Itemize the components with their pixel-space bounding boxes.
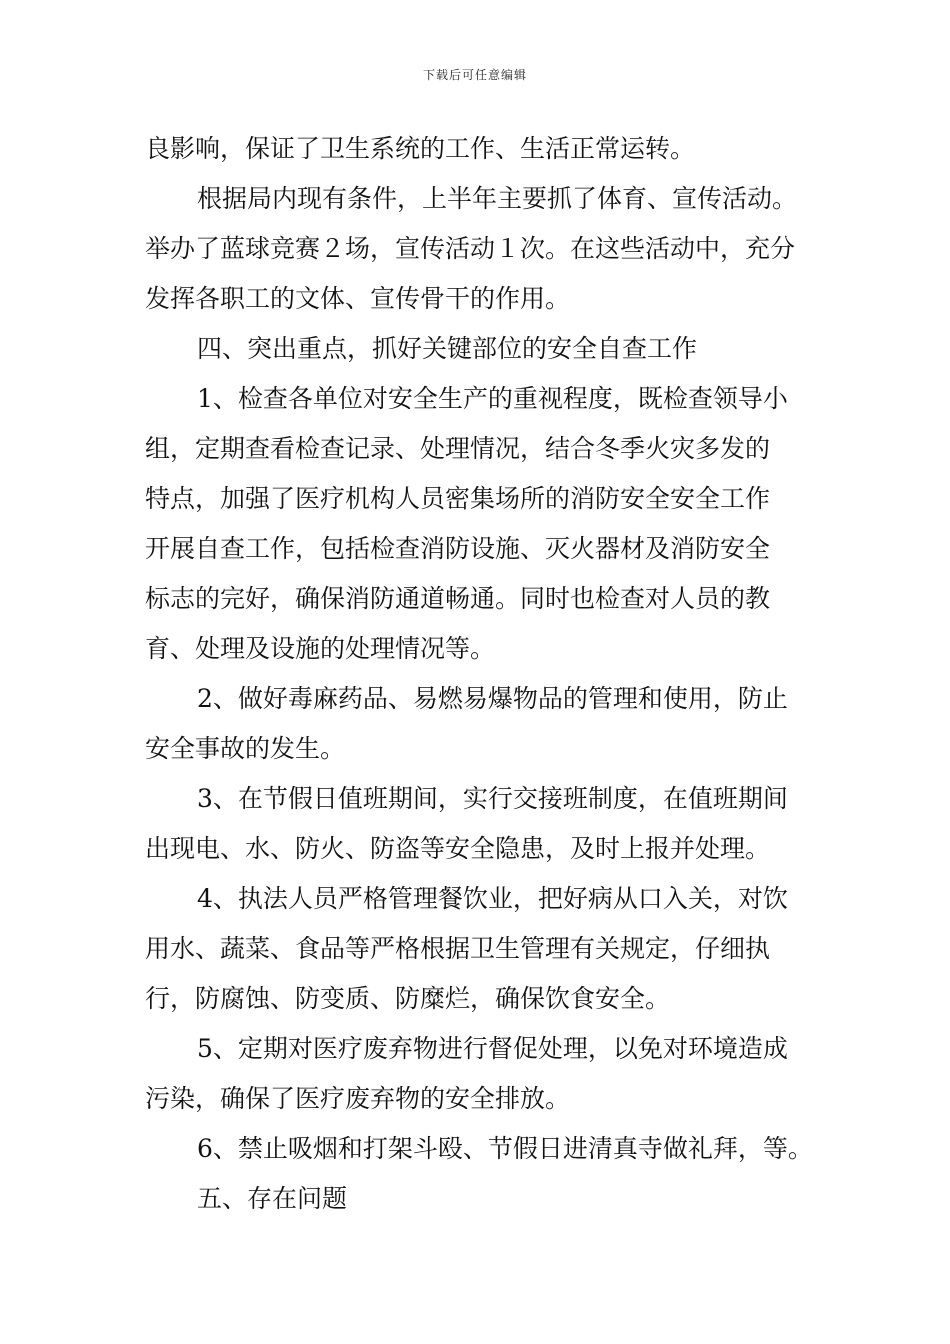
paragraph-line: 3、在节假日值班期间，实行交接班制度，在值班期间 <box>197 784 788 813</box>
paragraph-line: 安全事故的发生。 <box>145 734 346 763</box>
paragraph-line: 用水、蔬菜、食品等严格根据卫生管理有关规定，仔细执 <box>145 934 771 963</box>
paragraph-line: 发挥各职工的文体、宣传骨干的作用。 <box>145 284 571 313</box>
paragraph-line: 2、做好毒麻药品、易燃易爆物品的管理和使用，防止 <box>197 684 788 713</box>
paragraph-line: 4、执法人员严格管理餐饮业，把好病从口入关，对饮 <box>197 884 788 913</box>
paragraph-line: 1、检查各单位对安全生产的重视程度，既检查领导小 <box>197 384 788 413</box>
paragraph-line: 污染，确保了医疗废弃物的安全排放。 <box>145 1084 571 1113</box>
paragraph-line: 6、禁止吸烟和打架斗殴、节假日进清真寺做礼拜，等。 <box>197 1134 813 1163</box>
paragraph-line: 标志的完好，确保消防通道畅通。同时也检查对人员的教 <box>145 584 771 613</box>
paragraph-line: 出现电、水、防火、防盗等安全隐患，及时上报并处理。 <box>145 834 771 863</box>
paragraph-line: 组，定期查看检查记录、处理情况，结合冬季火灾多发的 <box>145 434 771 463</box>
header-note: 下载后可任意编辑 <box>422 68 527 82</box>
paragraph-line: 育、处理及设施的处理情况等。 <box>145 634 496 663</box>
paragraph-line: 举办了蓝球竞赛２场，宣传活动１次。在这些活动中，充分 <box>145 234 796 263</box>
paragraph-line: 良影响，保证了卫生系统的工作、生活正常运转。 <box>145 134 696 163</box>
section-heading: 四、突出重点，抓好关键部位的安全自查工作 <box>197 334 698 363</box>
paragraph-line: 特点，加强了医疗机构人员密集场所的消防安全安全工作 <box>145 484 771 513</box>
paragraph-line: 5、定期对医疗废弃物进行督促处理，以免对环境造成 <box>197 1034 788 1063</box>
section-heading: 五、存在问题 <box>197 1184 348 1213</box>
paragraph-line: 开展自查工作，包括检查消防设施、灭火器材及消防安全 <box>145 534 771 563</box>
paragraph-line: 行，防腐蚀、防变质、防糜烂，确保饮食安全。 <box>145 984 671 1013</box>
paragraph-line: 根据局内现有条件，上半年主要抓了体育、宣传活动。 <box>197 184 798 213</box>
